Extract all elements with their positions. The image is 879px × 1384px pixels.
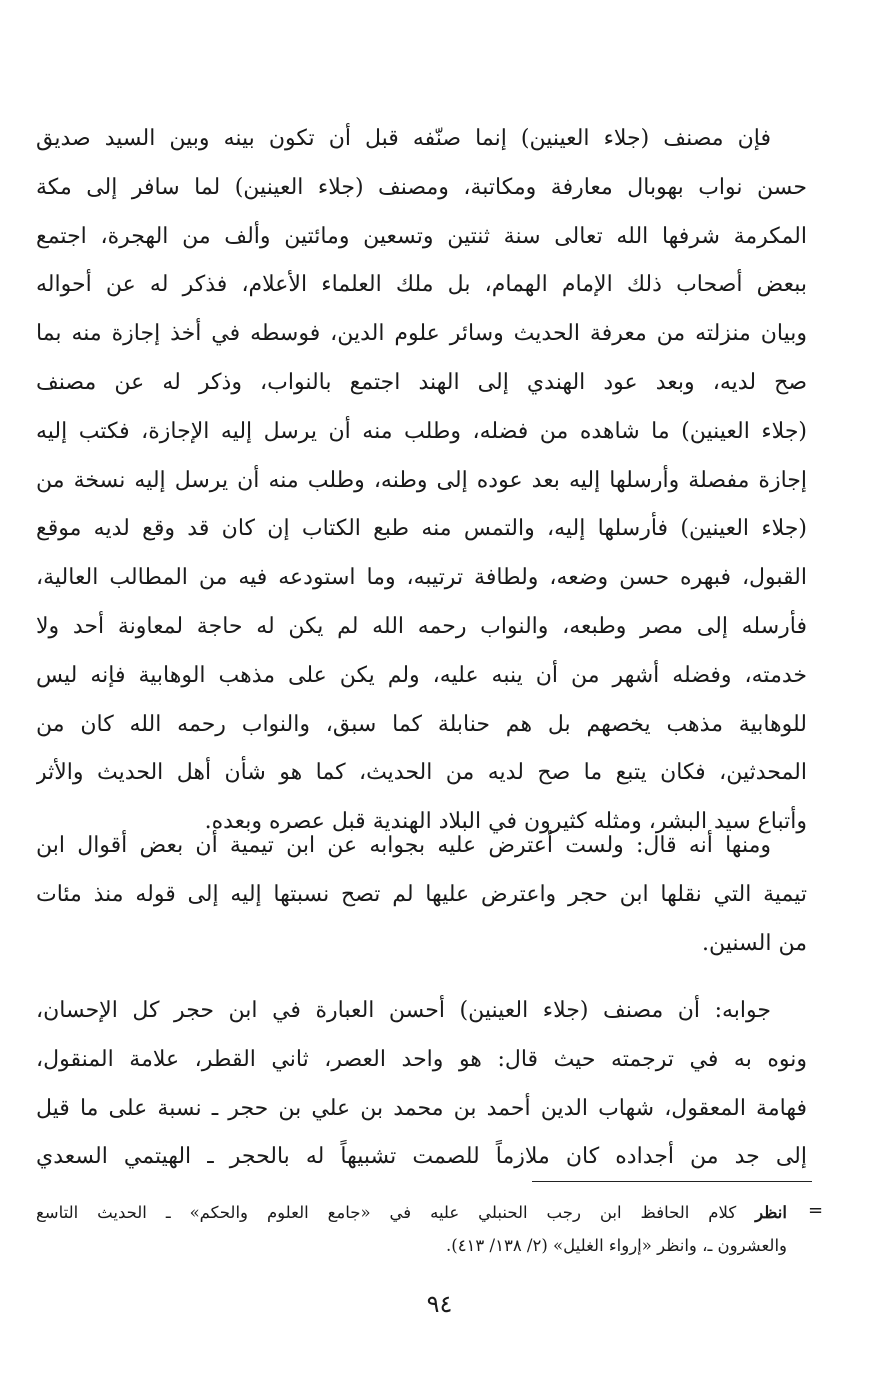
text-line: المحدثين، فكان يتبع ما صح لديه من الحديث، كما هو شأن أهل الحديث والأثر xyxy=(36,760,807,786)
text-line: فأرسله إلى مصر وطبعه، والنواب رحمه الله لم يكن له حاجة لمعاونة أحد ولا xyxy=(36,613,807,639)
footnote-line: والعشرون ـ، وانظر «إرواء الغليل» (٢/ ١٣٨/ ٤١٣). xyxy=(446,1236,787,1255)
text-line: وبيان منزلته من معرفة الحديث وسائر علوم الدين، فوسطه في أخذ إجازة منه بما xyxy=(36,321,807,347)
footnote-text: كلام الحافظ ابن رجب الحنبلي عليه في «جامع العلوم والحكم» ـ الحديث التاسع xyxy=(36,1203,756,1222)
text-line: ونوه به في ترجمته حيث قال: هو واحد العصر، ثاني القطر، علامة المنقول، xyxy=(36,1046,807,1072)
footnote xyxy=(36,1196,787,1262)
paragraph-1 xyxy=(36,115,807,847)
paragraph-3 xyxy=(36,987,807,1182)
text-line: المكرمة شرفها الله تعالى سنة ثنتين وتسعين ومائتين وألف من الهجرة، اجتمع xyxy=(36,223,807,249)
text-line: حسن نواب بهوبال معارفة ومكاتبة، ومصنف (جلاء العينين) لما سافر إلى مكة xyxy=(36,174,807,200)
footnote-line xyxy=(36,1196,787,1229)
text-line: وأتباع سيد البشر، ومثله كثيرون في البلاد الهندية قبل عصره وبعده. xyxy=(204,809,807,835)
text-line: خدمته، وفضله أشهر من أن ينبه عليه، ولم يكن على مذهب الوهابية فإنه ليس xyxy=(36,662,807,688)
text-line: تيمية التي نقلها ابن حجر واعترض عليها لم تصح نسبتها إليه إلى قوله منذ مئات xyxy=(36,881,807,907)
page-number: ٩٤ xyxy=(426,1290,453,1318)
text-line: القبول، فبهره حسن وضعه، ولطافة ترتيبه، وما استودعه فيه من المطالب العالية، xyxy=(36,565,807,591)
text-line: للوهابية مذهب يخصهم بل هم حنابلة كما سبق، والنواب رحمه الله كان من xyxy=(36,711,807,737)
footnote-continuation-marker: = xyxy=(808,1200,824,1221)
text-line: (جلاء العينين) ما شاهده من فضله، وطلب منه أن يرسل إليه الإجازة، فكتب إليه xyxy=(36,418,807,444)
text-line: صح لديه، وبعد عود الهندي إلى الهند اجتمع بالنواب، وذكر له عن مصنف xyxy=(36,369,807,395)
text-line: إجازة مفصلة وأرسلها إليه بعد عوده إلى وطنه، وطلب منه أن يرسل إليه نسخة من xyxy=(36,467,807,493)
text-line: فإن مصنف (جلاء العينين) إنما صنّفه قبل أن تكون بينه وبين السيد صديق xyxy=(36,126,771,151)
footnote-separator xyxy=(532,1181,812,1182)
text-line: جوابه: أن مصنف (جلاء العينين) أحسن العبارة في ابن حجر كل الإحسان، xyxy=(36,998,771,1023)
paragraph-2 xyxy=(36,822,807,968)
text-line: (جلاء العينين) فأرسلها إليه، والتمس منه طبع الكتاب إن كان قد وقع لديه موقع xyxy=(36,516,807,542)
footnote-lead-word: انظر xyxy=(755,1203,787,1222)
text-line: ومنها أنه قال: ولست أعترض عليه بجوابه عن ابن تيمية أن بعض أقوال ابن xyxy=(36,833,771,858)
text-line: إلى جد من أجداده كان ملازماً للصمت تشبيهاً له بالحجر ـ الهيتمي السعدي xyxy=(36,1144,807,1170)
text-line: من السنين. xyxy=(702,930,807,956)
text-line: ببعض أصحاب ذلك الإمام الهمام، بل ملك العلماء الأعلام، فذكر له عن أحواله xyxy=(36,272,807,298)
text-line: فهامة المعقول، شهاب الدين أحمد بن محمد بن علي بن حجر ـ نسبة على ما قيل xyxy=(36,1095,807,1121)
